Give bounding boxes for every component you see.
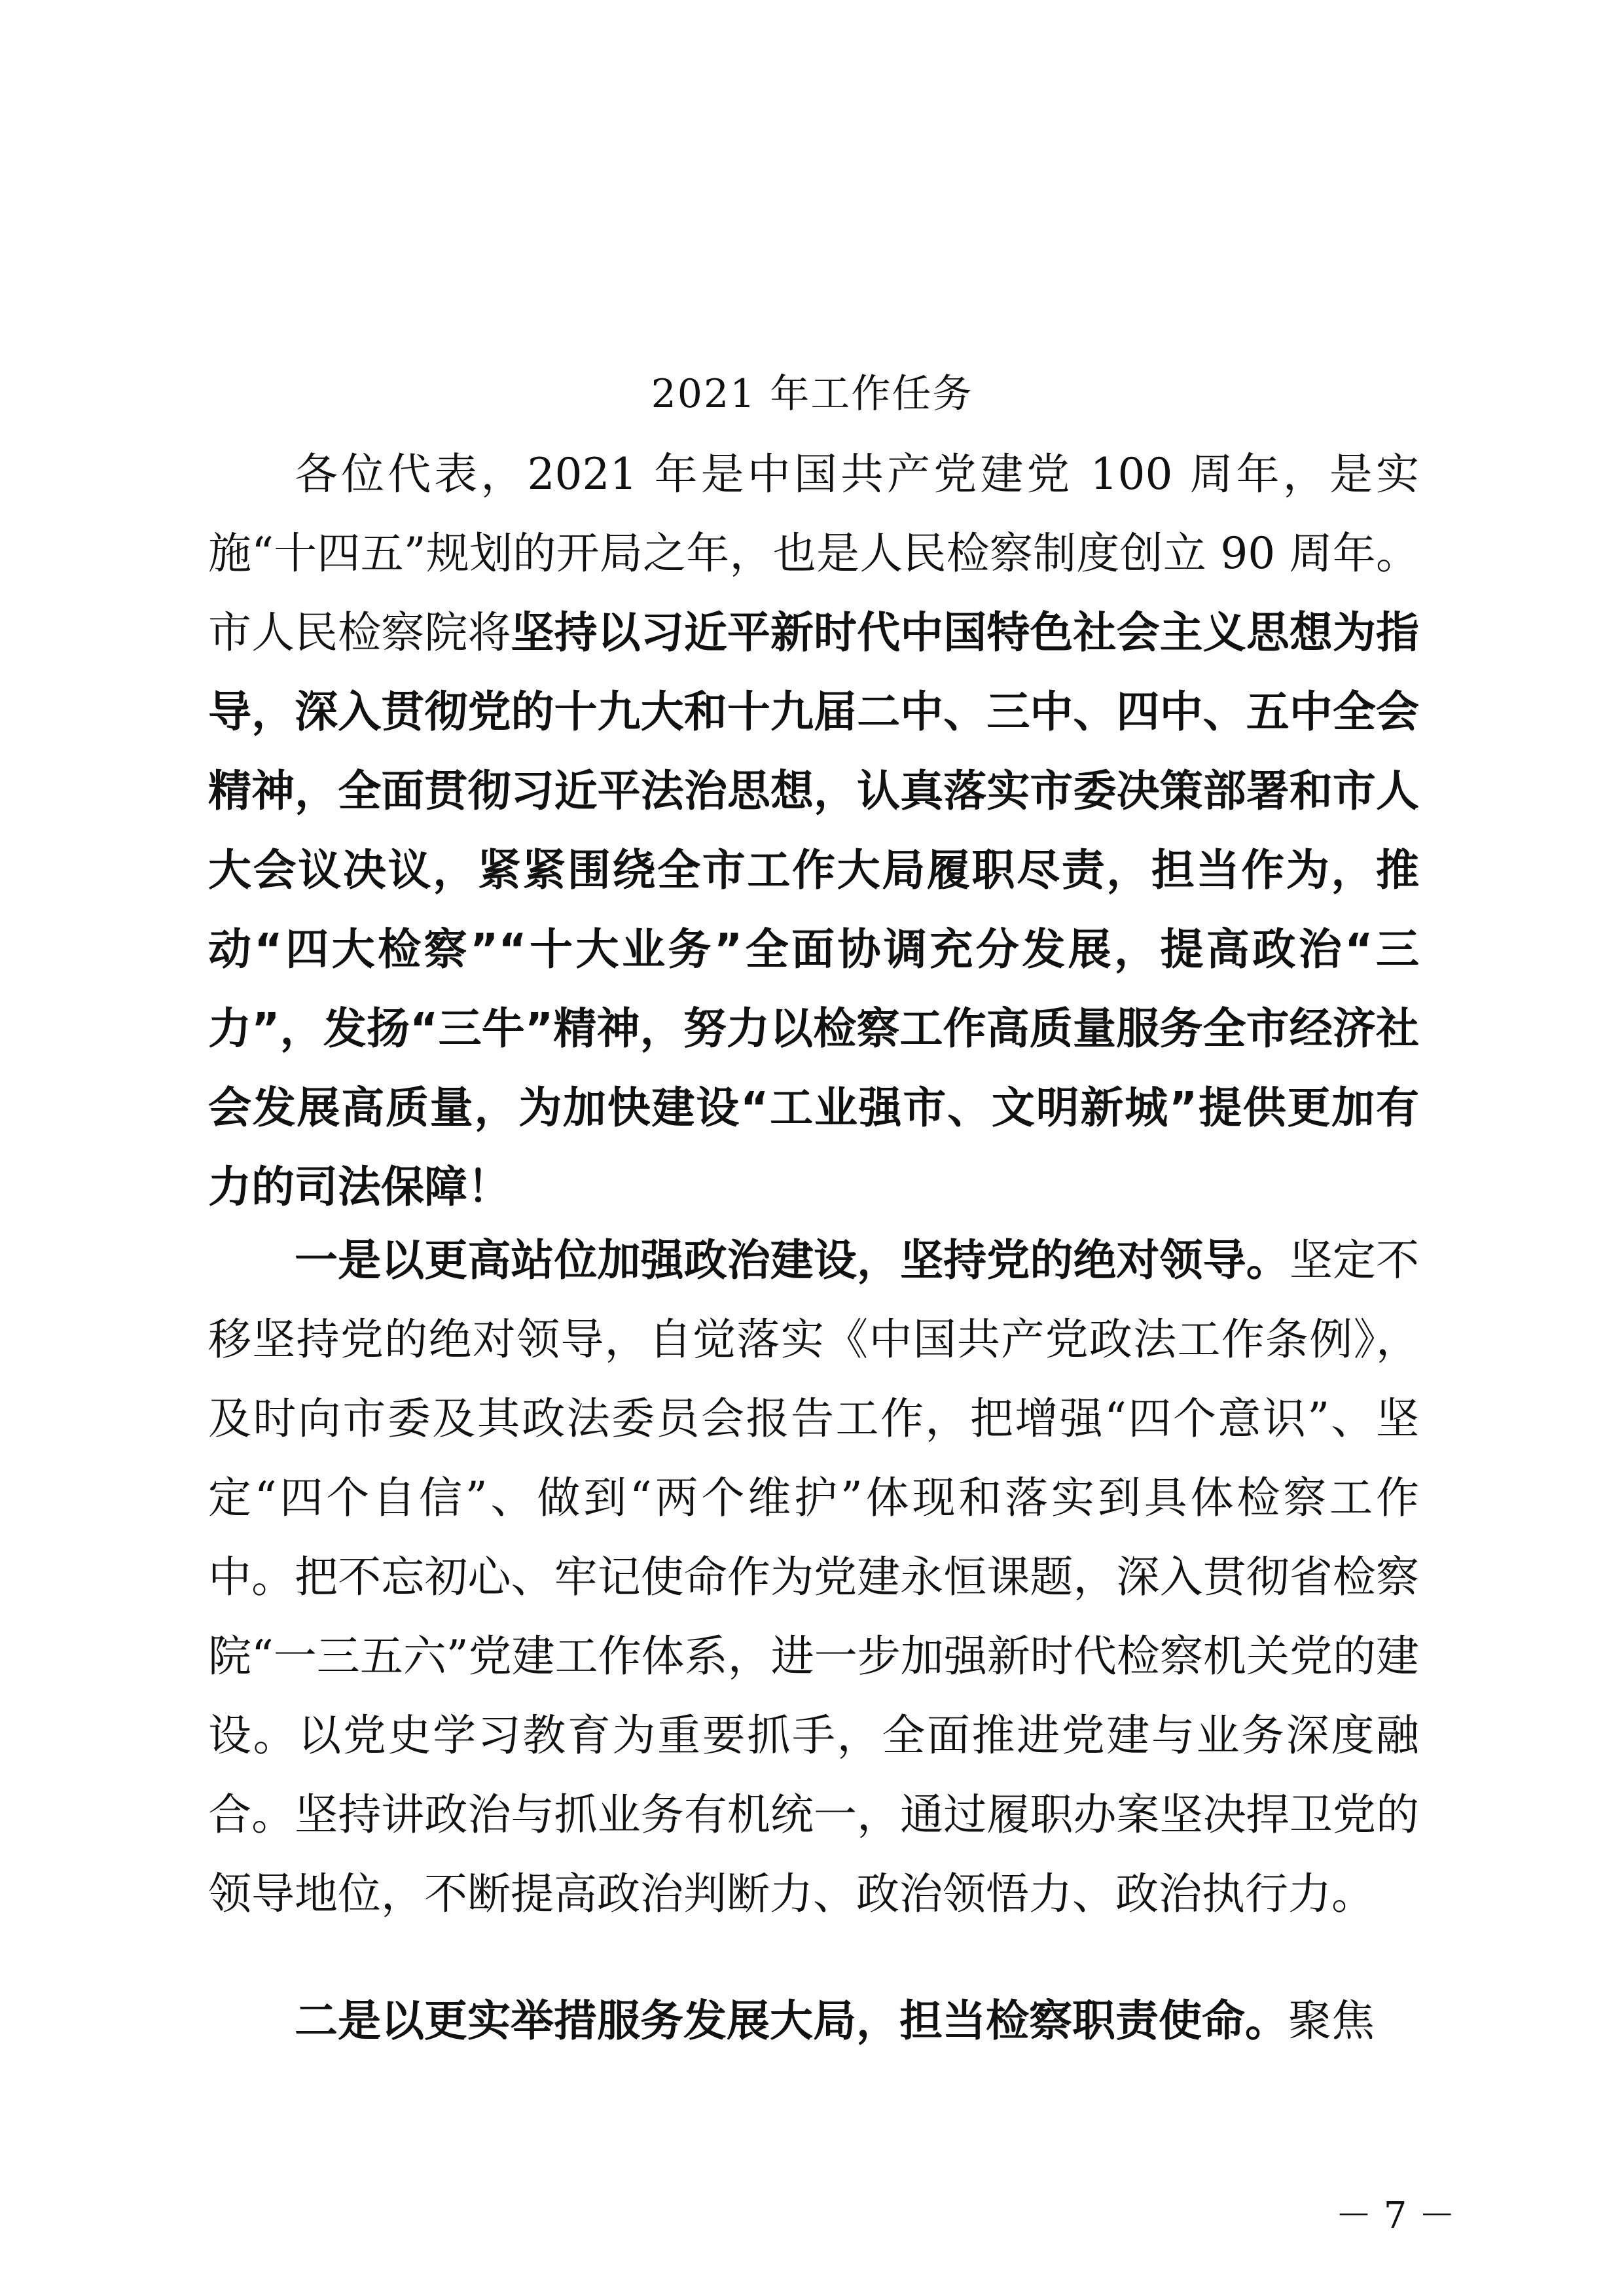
document-title: 2021 年工作任务 <box>651 371 973 417</box>
paragraph-2 <box>208 1221 1419 1934</box>
paragraph-2-heading: 一是以更高站位加强政治建设，坚持党的绝对领导。 <box>295 1235 1290 1285</box>
paragraph-1 <box>208 435 1419 1227</box>
page-number: － 7 － <box>1335 2195 1456 2237</box>
paragraph-3-heading: 二是以更实举措服务发展大局，担当检察职责使命。 <box>295 1996 1288 2046</box>
paragraph-1-bold-text: 坚持以习近平新时代中国特色社会主义思想为指导，深入贯彻党的十九大和十九届二中、三中、四中、五中全会精神，全面贯彻习近平法治思想，认真落实市委决策部署和市人大会议决议，紧紧围绕全市工作大局履职尽责，担当作为，推动“四大检察”“十大业务”全面协调充分发展，提高政治“三力”，发扬“三牛”精神，努力以检察工作高质量服务全市经济社会发展高质量，为加快建设“工业强市、文明新城”提供更加有力的司法保障！ <box>208 607 1420 1212</box>
paragraph-3 <box>208 1982 1419 2061</box>
paragraph-1-regular-text: 各位代表，2021 年是中国共产党建党 100 周年，是实施“十四五”规划的开局之年，也是人民检察制度创立 90 周年。市人民检察院将 <box>208 449 1419 658</box>
paragraph-3-regular-text: 聚焦 <box>1288 1996 1375 2046</box>
paragraph-2-regular-text: 坚定不移坚持党的绝对领导，自觉落实《中国共产党政法工作条例》，及时向市委及其政法委员会报告工作，把增强“四个意识”、坚定“四个自信”、做到“两个维护”体现和落实到具体检察工作中。把不忘初心、牢记使命作为党建永恒课题，深入贯彻省检察院“一三五六”党建工作体系，进一步加强新时代检察机关党的建设。以党史学习教育为重要抓手，全面推进党建与业务深度融合。坚持讲政治与抓业务有机统一，通过履职办案坚决捍卫党的领导地位，不断提高政治判断力、政治领悟力、政治执行力。 <box>208 1235 1420 1919</box>
